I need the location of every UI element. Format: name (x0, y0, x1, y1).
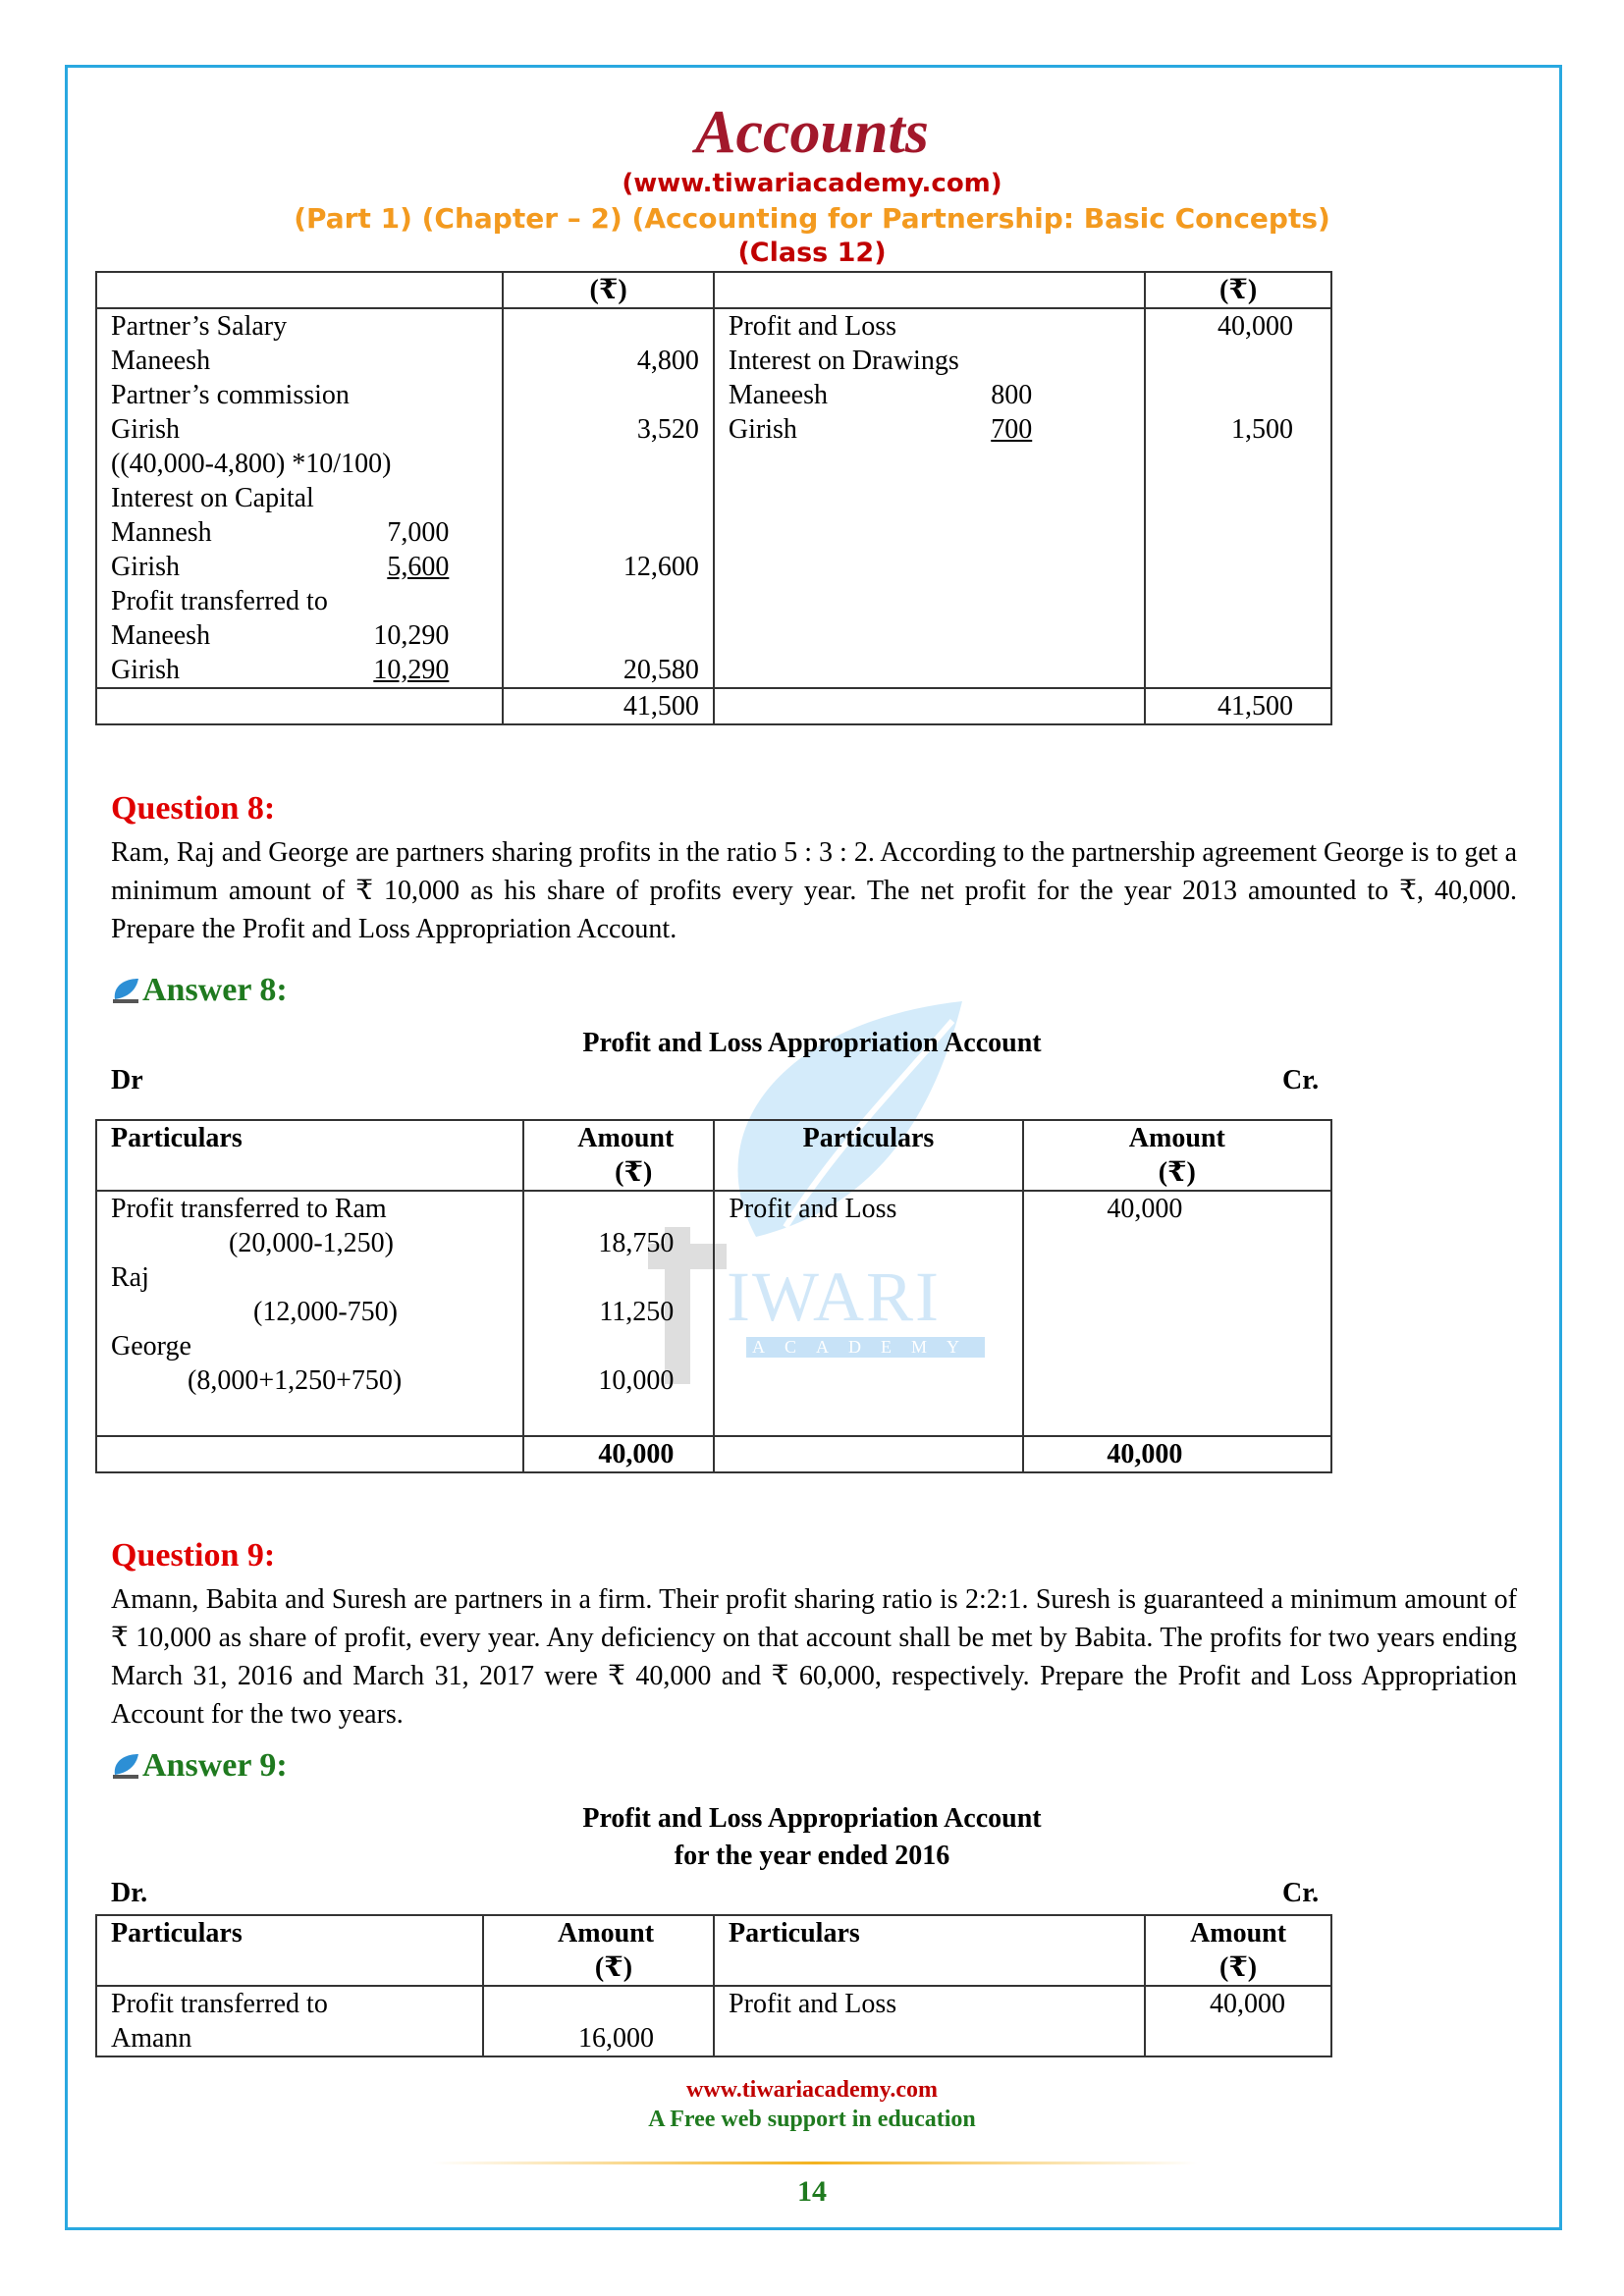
header-url[interactable]: (www.tiwariacademy.com) (622, 169, 1002, 198)
table-row: (₹) (₹) (96, 272, 1331, 308)
class-line: (Class 12) (737, 238, 887, 268)
watermark-sub: ACADEMY (746, 1337, 985, 1358)
table-row: Profit transferred to Ram (20,000-1,250) Raj (12,000-750) George (8,000+1,250+750) 18,750 11,250 10,000 Profit and Loss 40,000 (96, 1191, 1331, 1436)
answer-8-dr: Dr (111, 1065, 143, 1095)
page-number: 14 (797, 2175, 827, 2208)
answer-9-account-sub: for the year ended 2016 (674, 1841, 950, 1871)
table-row: Profit transferred to Amann 16,000 Profit and Loss 40,000 (96, 1986, 1331, 2056)
watermark-text: IWARI (727, 1257, 941, 1336)
answer-8-account-title: Profit and Loss Appropriation Account (582, 1028, 1042, 1058)
answer-9-table (95, 1914, 1332, 2057)
answer-8-table (95, 1119, 1332, 1473)
chapter-line: (Part 1) (Chapter – 2) (Accounting for Partnership: Basic Concepts) (294, 202, 1330, 235)
footer-divider (432, 2162, 1198, 2164)
answer-9-dr: Dr. (111, 1878, 148, 1908)
question-8-heading: Question 8: (111, 790, 276, 827)
question-8-text: Ram, Raj and George are partners sharing profits in the ratio 5 : 3 : 2. According to the partnership agreement George is to get a minimum amount of ₹ 10,000 as his share of profits every year. The net profit for the year 2013 amounted to ₹, 40,000. Prepare the Profit and Loss Appropriation Account. (111, 837, 1517, 944)
table-row: Partner’s Salary Maneesh Partner’s commission Girish ((40,000-4,800) *10/100) Interest on Capital Mannesh 7,000 Girish 5,600 Profit transferred to Maneesh 10,290 Girish 10,290 4,800 3,520 12,600 20,580 Profit and Loss Interest on Drawings Maneesh 800 Girish 700 40,000 1,500 (96, 308, 1331, 688)
tiwari-leaf-icon (111, 976, 140, 1005)
table-header-row: Particulars Amount (₹) Particulars Amount (₹) (96, 1915, 1331, 1986)
answer-9-cr: Cr. (1282, 1878, 1320, 1908)
footer-url[interactable]: www.tiwariacademy.com (686, 2077, 938, 2103)
footer-tagline: A Free web support in education (648, 2107, 976, 2132)
answer-9-heading: Answer 9: (111, 1747, 288, 1785)
table-total-row: 40,000 40,000 (96, 1436, 1331, 1472)
question-9-text: Amann, Babita and Suresh are partners in a firm. Their profit sharing ratio is 2:2:1. Suresh is guaranteed a minimum amount of ₹ 10,000 as share of profit, every year. Any deficiency on that account shall be met by Babita. The profits for two years ending March 31, 2016 and March 31, 2017 were ₹ 40,000 and ₹ 60,000, respectively. Prepare the Profit and Loss Appropriation Account for the two years. (111, 1584, 1517, 1730)
table-total-row: 41,500 41,500 (96, 688, 1331, 724)
page-title: Accounts (695, 99, 929, 166)
partner-appropriation-table (95, 271, 1332, 725)
question-9-heading: Question 9: (111, 1537, 276, 1574)
answer-8-heading: Answer 8: (111, 972, 288, 1009)
table-header-row: Particulars Amount (₹) Particulars Amount (₹) (96, 1120, 1331, 1191)
answer-9-account-title: Profit and Loss Appropriation Account (582, 1803, 1042, 1834)
tiwari-leaf-icon (111, 1751, 140, 1781)
answer-8-cr: Cr. (1282, 1065, 1320, 1095)
